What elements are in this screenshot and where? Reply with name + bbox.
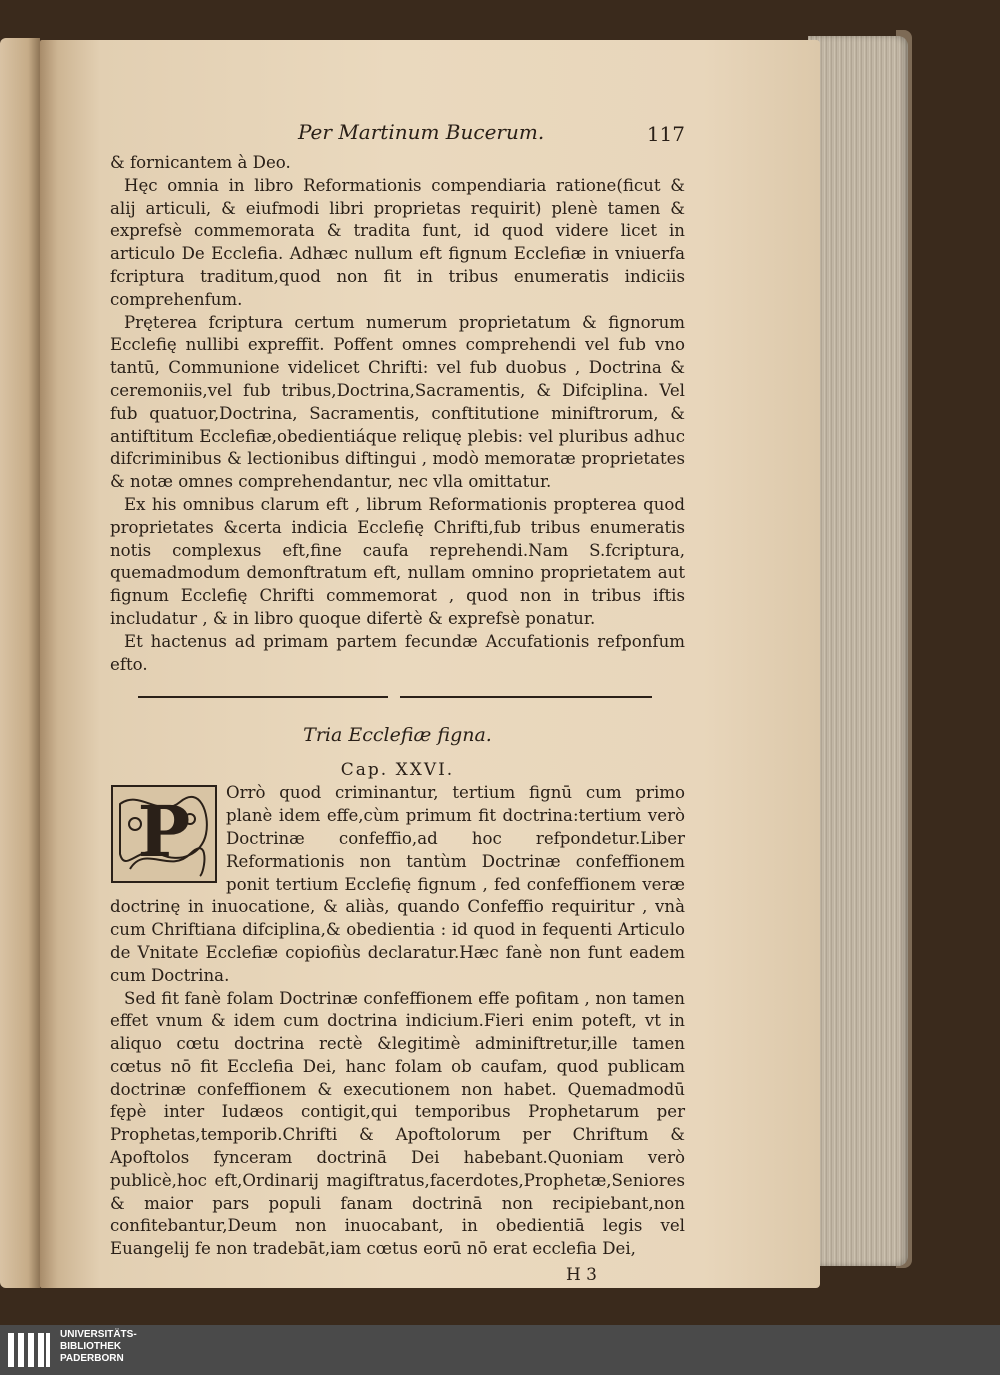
running-header (110, 120, 685, 152)
catchword: H 3 (565, 1265, 597, 1286)
library-name (60, 1329, 137, 1365)
paragraph: Hęc omnia in libro Reformationis compendiaria ratione(ficut & alij articuli, & eiufmodi libri proprietas requirit) plenè tamen & exprefsè commemorata & tradita funt, id quod videre licet in articulo De Ecclefia. Adhæc nullum eft fignum Ecclefiæ in vniuerfa fcriptura traditum,quod non fit in tribus enumeratis indiciis comprehenfum. (110, 175, 685, 309)
page-fore-edge (808, 36, 908, 1266)
section-heading: Tria Ecclefiæ figna. (303, 724, 492, 747)
paragraph: Pręterea fcriptura certum numerum proprietatum & fignorum Ecclefię nullibi expreffit. Poffent omnes comprehendi vel fub vno tantū, Communione videlicet Chrifti: vel fub duobus , Doctrina & ceremoniis,vel fub tribus,Doctrina,Sacramentis, & Difciplina. Vel fub quatuor,Doctrina, Sacramentis, conftitutione miniftrorum, & antiftitum Ecclefiæ,obedientiáque reliquę plebis: vel pluribus adhuc difcriminibus & lectionibus diftingui , modò memoratæ proprietates & notæ omnes comprehendantur, nec vlla omittatur. (110, 312, 685, 492)
chapter-heading: Cap. XXVI. (340, 760, 455, 781)
paragraph: Ex his omnibus clarum eft , librum Reformationis propterea quod proprietates &certa indicia Ecclefię Chrifti,fub tribus enumeratis notis complexus eft,fine caufa reprehendi.Nam S.fcriptura, quemadmodum demonftratum eft, nullam omnino proprietatem aut fignum Ecclefię Chrifti commemorat , quod non in tribus iftis includatur , & in libro quoque difertè & exprefsè ponatur. (110, 494, 685, 628)
left-page-edge (0, 38, 40, 1288)
running-title: Per Martinum Bucerum. (298, 120, 545, 144)
library-name-line: UNIVERSITÄTS- (60, 1329, 137, 1340)
paragraph: Et hactenus ad primam partem fecundæ Accufationis refponfum efto. (110, 631, 685, 674)
library-logo-icon (8, 1333, 52, 1367)
paragraph: Orrò quod criminantur, tertium fignū cum primo planè idem effe,cùm primum fit doctrina:tertium verò Doctrinæ confeffio,ad hoc refpondetur.Liber Reformationis non tantùm Doctrinæ confeffionem ponit tertium Ecclefię fignum , fed confeffionem veræ doctrinę in inuocatione, & aliàs, quando Confeffio requiritur , vnà cum Chriftiana difciplina,& obedientia : id quod in fequenti Articulo de Vnitate Ecclefiæ copiofiùs declaratur.Hæc fanè non funt eadem cum Doctrina. (110, 783, 685, 985)
decorated-initial (110, 784, 218, 884)
divider-line-right (400, 696, 652, 698)
library-name-line: BIBLIOTHEK (60, 1341, 122, 1352)
page-number: 117 (646, 122, 685, 146)
paragraph: Sed fit fanè folam Doctrinæ confeffionem effe pofitam , non tamen effet vnum & idem cum doctrina indicium.Fieri enim poteft, vt in aliquo cœtu doctrina rectè &legitimè adminiftretur,ille tamen cœtus nō fit Ecclefia Dei, hanc folam ob caufam, quod publicam doctrinæ confeffionem & executionem non habet. Quemadmodū fępè inter Iudæos contigit,qui temporibus Prophetarum per Prophetas,temporib.Chrifti & Apoftolorum per Chriftum & Apoftolos fynceram doctrinā Dei habebant.Quoniam verò publicè,hoc eft,Ordinarij magiftratus,facerdotes,Prophetæ,Seniores & maior pars populi fanam doctrinā non recipiebant,non confitebantur,Deum non inuocabant, in obedientiā legis vel Euangelij fe non tradebāt,iam cœtus eorū nō erat ecclefia Dei, (110, 988, 685, 1259)
divider-line-left (138, 696, 388, 698)
library-footer (0, 1325, 1000, 1375)
library-name-line: PADERBORN (60, 1353, 124, 1364)
page-text (110, 120, 685, 1285)
decorated-initial-graphic (110, 784, 218, 884)
initial-letter: P (137, 790, 191, 874)
section-divider (110, 676, 685, 716)
paragraph: & fornicantem à Deo. (110, 153, 291, 172)
